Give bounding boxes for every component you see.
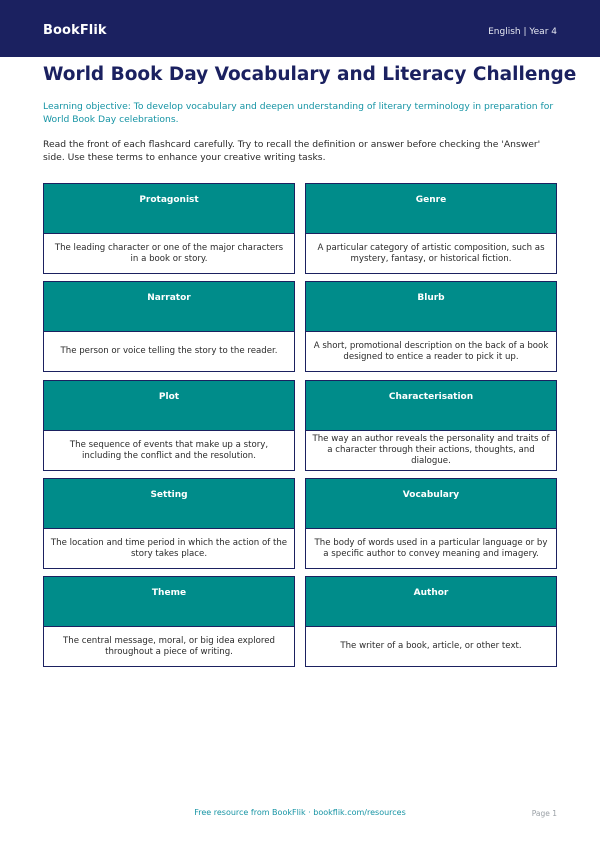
page-title: World Book Day Vocabulary and Literacy Challenge <box>43 64 577 85</box>
flashcard-definition: The sequence of events that make up a story, including the conflict and the resolution. <box>43 430 295 471</box>
flashcard-term: Genre <box>305 183 557 233</box>
flashcard[interactable] <box>305 281 557 372</box>
learning-objective: Learning objective: To develop vocabulary and deepen understanding of literary terminology in preparation for World Book Day celebrations. <box>43 101 554 125</box>
flashcard[interactable] <box>305 380 557 471</box>
footer-resource-link[interactable]: Free resource from BookFlik · bookflik.com/resources <box>194 808 406 817</box>
brand-logo[interactable]: BookFlik <box>43 23 107 38</box>
page-header <box>0 0 600 57</box>
flashcard-definition: The way an author reveals the personality and traits of a character through their actions, thoughts, and dialogue. <box>305 430 557 471</box>
flashcard-term: Theme <box>43 576 295 626</box>
flashcard-definition: The location and time period in which the action of the story takes place. <box>43 528 295 569</box>
flashcard[interactable] <box>43 478 295 569</box>
flashcard[interactable] <box>305 183 557 274</box>
flashcard-definition: A short, promotional description on the back of a book designed to entice a reader to pick it up. <box>305 331 557 372</box>
flashcard[interactable] <box>43 183 295 274</box>
flashcard-term: Plot <box>43 380 295 430</box>
flashcard-term: Blurb <box>305 281 557 331</box>
flashcard-definition: The person or voice telling the story to the reader. <box>43 331 295 372</box>
flashcard-term: Author <box>305 576 557 626</box>
flashcard[interactable] <box>43 576 295 667</box>
flashcard-term: Characterisation <box>305 380 557 430</box>
flashcard-definition: The leading character or one of the major characters in a book or story. <box>43 233 295 274</box>
flashcard-term: Vocabulary <box>305 478 557 528</box>
flashcard-term: Setting <box>43 478 295 528</box>
instructions-text: Read the front of each flashcard carefully. Try to recall the definition or answer before checking the 'Answer' side. Use these terms to enhance your creative writing tasks. <box>43 139 541 163</box>
flashcard[interactable] <box>43 281 295 372</box>
flashcard[interactable] <box>305 478 557 569</box>
flashcard-definition: The writer of a book, article, or other text. <box>305 626 557 667</box>
flashcard-term: Protagonist <box>43 183 295 233</box>
subject-year-label: English | Year 4 <box>488 27 557 37</box>
page-number: Page 1 <box>531 809 557 818</box>
flashcard-definition: A particular category of artistic composition, such as mystery, fantasy, or historical fiction. <box>305 233 557 274</box>
flashcard[interactable] <box>43 380 295 471</box>
flashcard[interactable] <box>305 576 557 667</box>
flashcard-term: Narrator <box>43 281 295 331</box>
flashcard-definition: The body of words used in a particular language or by a specific author to convey meaning and imagery. <box>305 528 557 569</box>
flashcard-definition: The central message, moral, or big idea explored throughout a piece of writing. <box>43 626 295 667</box>
